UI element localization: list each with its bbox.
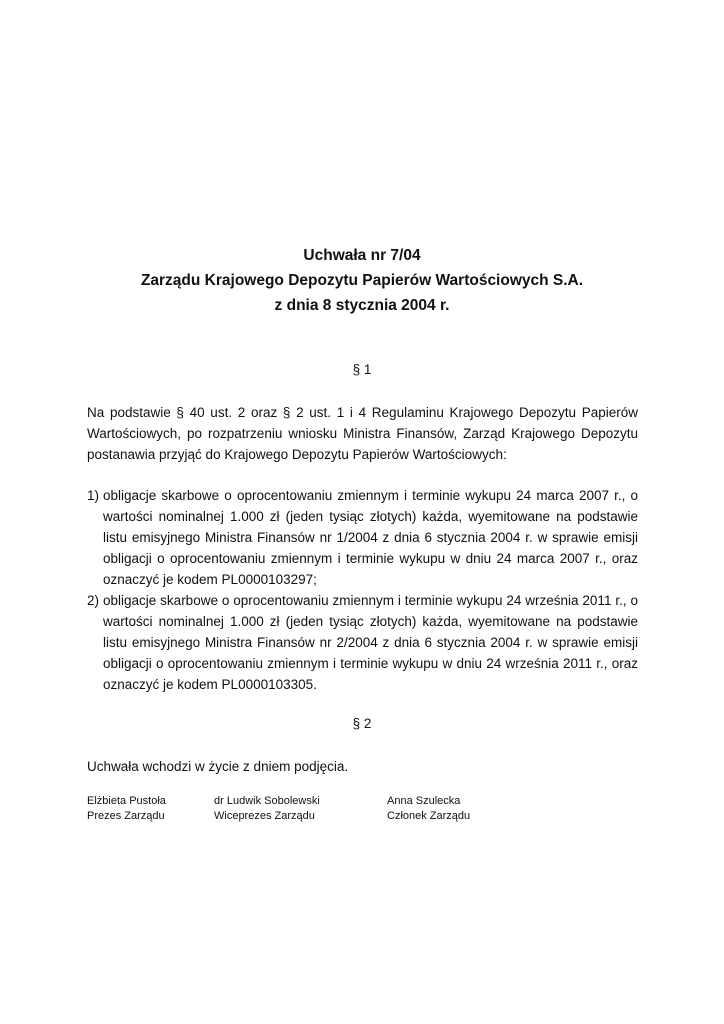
section-1-mark: § 1 bbox=[352, 362, 372, 377]
resolution-date: z dnia 8 stycznia 2004 r. bbox=[274, 297, 450, 314]
signatory-name: Anna Szulecka bbox=[387, 795, 461, 807]
resolution-header bbox=[0, 243, 724, 318]
section-1-intro: Na podstawie § 40 ust. 2 oraz § 2 ust. 1 i 4 Regulaminu Krajowego Depozytu Papierów Wartościowych, po rozpatrzeniu wniosku Ministra Finansów, Zarząd Krajowego Depozytu postanawia przyjąć do Krajowego Depozytu Papierów Wartościowych: bbox=[87, 405, 638, 462]
admission-list bbox=[87, 485, 638, 695]
signatory-role: Prezes Zarządu bbox=[87, 810, 165, 822]
list-item-text: obligacje skarbowe o oprocentowaniu zmiennym i terminie wykupu 24 marca 2007 r., o wartości nominalnej 1.000 zł (jeden tysiąc złotych) każda, wyemitowane na podstawie listu emisyjnego Ministra Finansów nr 1/2004 z dnia 6 stycznia 2004 r. w sprawie emisji obligacji o oprocentowaniu zmiennym i terminie wykupu w dniu 24 marca 2007 r., oraz oznaczyć je kodem PL0000103297; bbox=[103, 488, 638, 587]
issuing-body: Zarządu Krajowego Depozytu Papierów Wartościowych S.A. bbox=[140, 272, 584, 289]
signatory-board-member bbox=[387, 794, 470, 824]
list-item-text: obligacje skarbowe o oprocentowaniu zmiennym i terminie wykupu 24 września 2011 r., o wartości nominalnej 1.000 zł (jeden tysiąc złotych) każda, wyemitowane na podstawie listu emisyjnego Ministra Finansów nr 2/2004 z dnia 6 stycznia 2004 r. w sprawie emisji obligacji o oprocentowaniu zmiennym i terminie wykupu w dniu 24 września 2011 r., oraz oznaczyć je kodem PL0000103305. bbox=[103, 593, 638, 692]
section-2-text: Uchwała wchodzi w życie z dniem podjęcia. bbox=[87, 759, 349, 774]
list-item bbox=[87, 590, 638, 695]
signatory-name: Elżbieta Pustoła bbox=[87, 795, 166, 807]
signatory-role: Członek Zarządu bbox=[387, 810, 471, 822]
signatory-role: Wiceprezes Zarządu bbox=[214, 810, 315, 822]
list-item bbox=[87, 485, 638, 590]
list-item-number: 2) bbox=[87, 593, 100, 608]
signatory-vice-president bbox=[214, 794, 320, 824]
resolution-number: Uchwała nr 7/04 bbox=[303, 247, 421, 264]
signatory-name: dr Ludwik Sobolewski bbox=[214, 795, 320, 807]
signatory-president bbox=[87, 794, 166, 824]
section-2-mark: § 2 bbox=[352, 716, 372, 731]
list-item-number: 1) bbox=[87, 488, 100, 503]
